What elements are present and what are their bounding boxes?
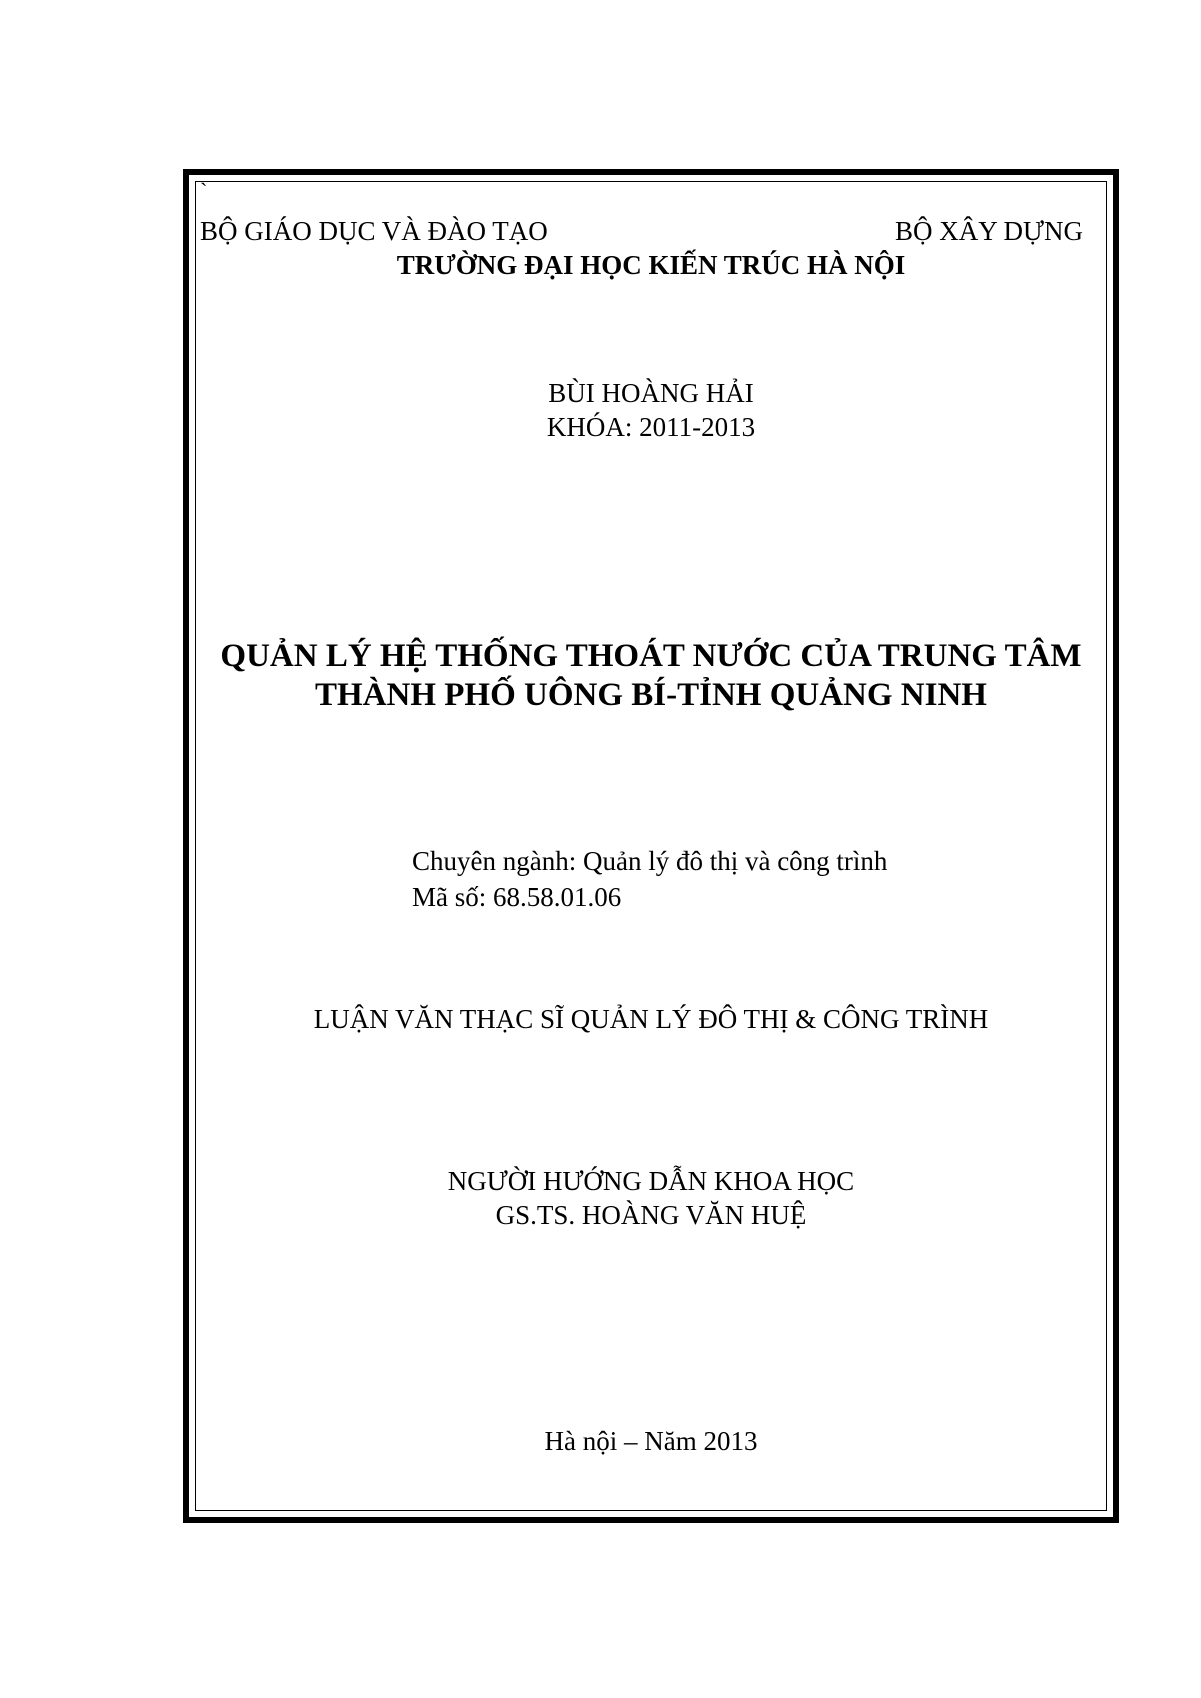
ministry-right: BỘ XÂY DỰNG: [895, 216, 1083, 246]
thesis-title-line-2: THÀNH PHỐ UÔNG BÍ-TỈNH QUẢNG NINH: [315, 677, 987, 713]
university-name: TRƯỜNG ĐẠI HỌC KIẾN TRÚC HÀ NỘI: [396, 250, 906, 280]
corner-mark: `: [200, 178, 208, 203]
author-cohort: KHÓA: 2011-2013: [546, 412, 756, 442]
advisor-label: NGƯỜI HƯỚNG DẪN KHOA HỌC: [447, 1166, 855, 1196]
specialization-block: [412, 843, 887, 915]
author-name: BÙI HOÀNG HẢI: [548, 378, 754, 408]
degree-title: LUẬN VĂN THẠC SĨ QUẢN LÝ ĐÔ THỊ & CÔNG TRÌNH: [313, 1004, 989, 1034]
thesis-title-line-1: QUẢN LÝ HỆ THỐNG THOÁT NƯỚC CỦA TRUNG TÂM: [220, 638, 1082, 674]
place-and-year: Hà nội – Năm 2013: [544, 1426, 758, 1456]
ministry-left: BỘ GIÁO DỤC VÀ ĐÀO TẠO: [200, 216, 548, 246]
specialization-major: Chuyên ngành: Quản lý đô thị và công trình: [412, 846, 888, 876]
specialization-code: Mã số: 68.58.01.06: [412, 882, 622, 912]
advisor-name: GS.TS. HOÀNG VĂN HUỆ: [495, 1200, 807, 1230]
